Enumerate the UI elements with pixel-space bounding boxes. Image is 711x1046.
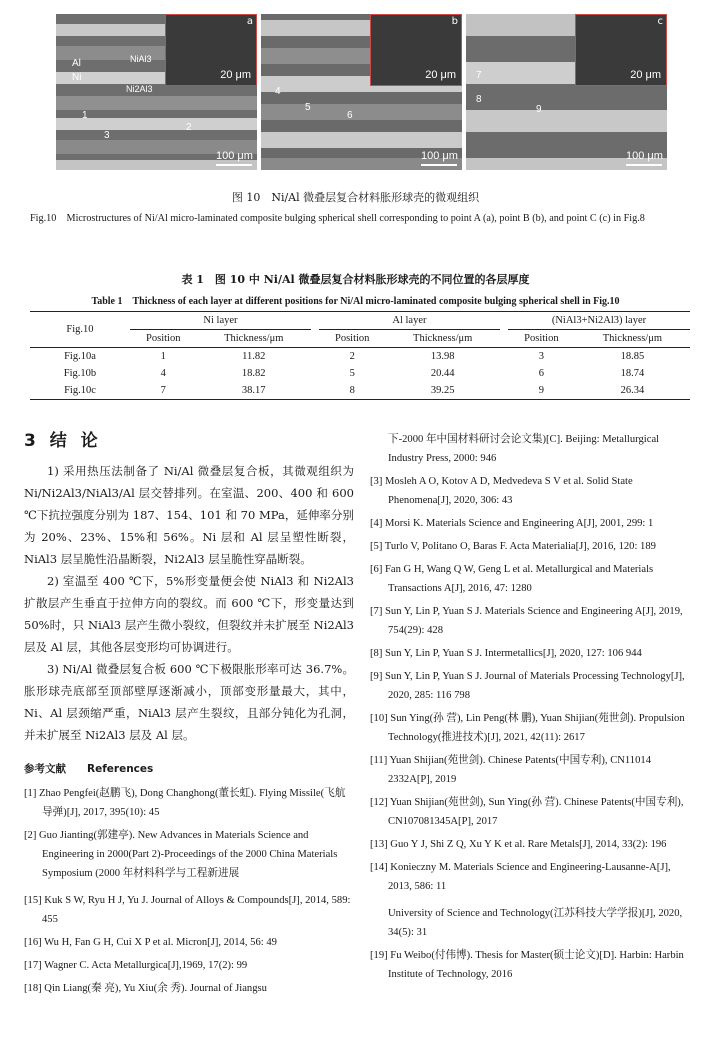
reference-item: [15] Kuk S W, Ryu H J, Yu J. Journal of Alloys & Compounds[J], 2014, 589: 455 — [24, 895, 351, 925]
cell: Fig.10c — [64, 385, 96, 396]
paragraph: 2) 室温至 400 ℃下，5%形变量便会使 NiAl3 和 Ni2Al3 扩散层产生垂直于拉伸方向的裂纹。而 600 ℃下，形变量达到 50%时，只 NiAl3 层产生微小裂纹，但裂纹并未扩展至 Ni2Al3 层及 Al 层，其他各层变形均可协调进行。 — [24, 574, 354, 654]
mark-6: 6 — [347, 110, 353, 121]
reference-continuation: University of Science and Technology(江苏科技大学学报)[J], 2020, 34(5): 31 — [388, 908, 683, 938]
mark-2: 2 — [186, 122, 192, 133]
panel-label-c: c — [657, 16, 663, 27]
cell: 13.98 — [430, 351, 455, 362]
figure-caption-en: Fig.10 Microstructures of Ni/Al micro-laminated composite bulging spherical shell corresponding to point A (a), point B (b), and point C (c) in Fig.8 — [30, 213, 645, 224]
mark-5: 5 — [305, 102, 311, 113]
cell: Fig.10b — [63, 368, 97, 379]
mark-4: 4 — [275, 86, 281, 97]
col-header: Position — [334, 333, 370, 344]
cell: 9 — [538, 385, 544, 396]
micrograph-panel-b — [261, 14, 462, 170]
col-header: Position — [524, 333, 559, 344]
reference-item: [5] Turlo V, Politano O, Baras F. Acta Materialia[J], 2016, 120: 189 — [370, 541, 656, 552]
table-caption-en: Table 1 Thickness of each layer at different positions for Ni/Al micro-laminated composite bulging spherical shell in Fig.10 — [91, 296, 620, 307]
cell: 2 — [349, 351, 355, 362]
paragraph: 3) Ni/Al 微叠层复合板 600 ℃下极限胀形率可达 36.7%。胀形球壳底部至顶部壁厚逐渐减小，顶部变形量最大，其中，Ni、Al 层颈缩严重，NiAl3 层产生裂纹，且部分钝化为孔洞，并未扩展至 Ni2Al3 层及 Al 层。 — [24, 662, 354, 742]
reference-item: [2] Guo Jianting(郭建亭). New Advances in Materials Science and Engineering in 2000(Part 2)-Proceedings of the 2000 China Materials Symposium (2000 年材料科学与工程新进展 — [24, 830, 338, 879]
panel-label-b: b — [451, 16, 458, 27]
paragraph: 1) 采用热压法制备了 Ni/Al 微叠层复合板，其微观组织为 Ni/Ni2Al3/NiAl3/Al 层交替排列。在室温、200、400 和 600 ℃下抗拉强度分别为 187、154、101 和 70 MPa，延伸率分别为 20%、23%、15%和 56%。Ni 层和 Al 层呈塑性断裂，NiAl3 层呈脆性沿晶断裂，Ni2Al3 层呈脆性穿晶断裂。 — [24, 464, 354, 566]
references-heading: 参考文献 References — [24, 763, 154, 775]
micrograph-panel-c — [466, 14, 667, 170]
panel-label-a: a — [246, 16, 253, 27]
mark-9: 9 — [536, 104, 542, 115]
label-ni: Ni — [72, 72, 82, 83]
reference-item: [6] Fan G H, Wang Q W, Geng L et al. Metallurgical and Materials Transactions A[J], 2016, 47: 1280 — [370, 564, 654, 594]
col-header: Thickness/μm — [224, 333, 284, 344]
cell: 3 — [538, 351, 544, 362]
reference-item: [14] Konieczny M. Materials Science and Engineering-Lausanne-A[J], 2013, 586: 11 — [370, 862, 671, 892]
reference-item: [11] Yuan Shijian(苑世剑). Chinese Patents(中国专利), CN11014 2332A[P], 2019 — [370, 755, 651, 785]
reference-item: [18] Qin Liang(秦 亮), Yu Xiu(余 秀). Journal of Jiangsu — [24, 983, 267, 994]
mark-1: 1 — [82, 110, 88, 121]
scale-a: 100 μm — [216, 150, 253, 162]
reference-continuation: 下-2000 年中国材料研讨会论文集)[C]. Beijing: Metallurgical Industry Press, 2000: 946 — [388, 434, 660, 464]
reference-item: [7] Sun Y, Lin P, Yuan S J. Materials Science and Engineering A[J], 2019, 754(29): 428 — [370, 606, 683, 636]
figure-caption-cn: 图 10 Ni/Al 微叠层复合材料胀形球壳的微观组织 — [231, 191, 480, 204]
reference-item: [12] Yuan Shijian(苑世剑), Sun Ying(孙 营). Chinese Patents(中国专利), CN107081345A[P], 2017 — [370, 797, 684, 827]
reference-item: [17] Wagner C. Acta Metallurgica[J],1969, 17(2): 99 — [24, 960, 248, 971]
col-header: Thickness/μm — [602, 333, 663, 344]
cell: 8 — [349, 385, 355, 396]
label-nial3: NiAl3 — [130, 54, 152, 64]
cell: 6 — [538, 368, 544, 379]
reference-item: [16] Wu H, Fan G H, Cui X P et al. Micron[J], 2014, 56: 49 — [24, 937, 277, 948]
col-header: Thickness/μm — [413, 333, 473, 344]
reference-item: [13] Guo Y J, Shi Z Q, Xu Y K et al. Rare Metals[J], 2014, 33(2): 196 — [370, 839, 667, 850]
cell: 7 — [160, 385, 166, 396]
reference-item: [1] Zhao Pengfei(赵鹏飞), Dong Changhong(董长虹). Flying Missile(飞航导弹)[J], 2017, 395(10): 45 — [24, 788, 346, 818]
right-column — [370, 430, 692, 984]
table-corner: Fig.10 — [66, 324, 94, 335]
figure-10 — [56, 14, 668, 170]
section-heading: 3 结 论 — [24, 431, 102, 451]
cell: 39.25 — [430, 385, 455, 396]
cell: 4 — [160, 368, 166, 379]
reference-item: [8] Sun Y, Lin P, Yuan S J. Intermetallics[J], 2020, 127: 106 944 — [370, 648, 642, 659]
scalebar-c — [626, 164, 662, 166]
label-ni2al3: Ni2Al3 — [126, 84, 153, 94]
cell: 18.82 — [241, 368, 266, 379]
reference-item: [3] Mosleh A O, Kotov A D, Medvedeva S V et al. Solid State Phenomena[J], 2020, 306: 43 — [370, 476, 633, 506]
scalebar-b — [421, 164, 457, 166]
reference-item: [10] Sun Ying(孙 营), Lin Peng(林 鹏), Yuan Shijian(苑世剑). Propulsion Technology(推进技术)[J], 2021, 42(11): 2617 — [370, 713, 685, 743]
inset-scale-c: 20 μm — [630, 69, 661, 81]
cell: 18.74 — [620, 368, 645, 379]
table-row — [30, 348, 690, 366]
scale-b: 100 μm — [421, 150, 458, 162]
cell: 5 — [349, 368, 355, 379]
reference-item: [4] Morsi K. Materials Science and Engineering A[J], 2001, 299: 1 — [370, 518, 654, 529]
reference-item: [19] Fu Weibo(付伟博). Thesis for Master(硕士论文)[D]. Harbin: Harbin Institute of Technology, 2016 — [370, 950, 684, 980]
table-row — [30, 382, 690, 400]
table-caption-cn: 表 1 图 10 中 Ni/Al 微叠层复合材料胀形球壳的不同位置的各层厚度 — [181, 273, 530, 286]
cell: Fig.10a — [64, 351, 96, 362]
col-header: Position — [146, 333, 181, 344]
mark-8: 8 — [476, 94, 482, 105]
layer-thickness-table — [30, 311, 690, 400]
scale-c: 100 μm — [626, 150, 663, 162]
group-ni: Ni layer — [130, 312, 311, 330]
cell: 20.44 — [430, 368, 455, 379]
left-column — [24, 430, 354, 998]
mark-7: 7 — [476, 70, 482, 81]
cell: 26.34 — [620, 385, 645, 396]
table-row — [30, 365, 690, 382]
micrograph-panel-a — [56, 14, 257, 170]
inset-scale-b: 20 μm — [425, 69, 456, 81]
inset-scale-a: 20 μm — [220, 69, 251, 81]
cell: 1 — [160, 351, 166, 362]
label-al: Al — [72, 58, 81, 69]
cell: 18.85 — [620, 351, 645, 362]
group-al: Al layer — [319, 312, 500, 330]
reference-item: [9] Sun Y, Lin P, Yuan S J. Journal of Materials Processing Technology[J], 2020, 285: 116 798 — [370, 671, 685, 701]
mark-3: 3 — [104, 130, 110, 141]
cell: 11.82 — [242, 351, 266, 362]
cell: 38.17 — [241, 385, 266, 396]
scalebar-a — [216, 164, 252, 166]
group-compound: (NiAl3+Ni2Al3) layer — [508, 312, 690, 330]
